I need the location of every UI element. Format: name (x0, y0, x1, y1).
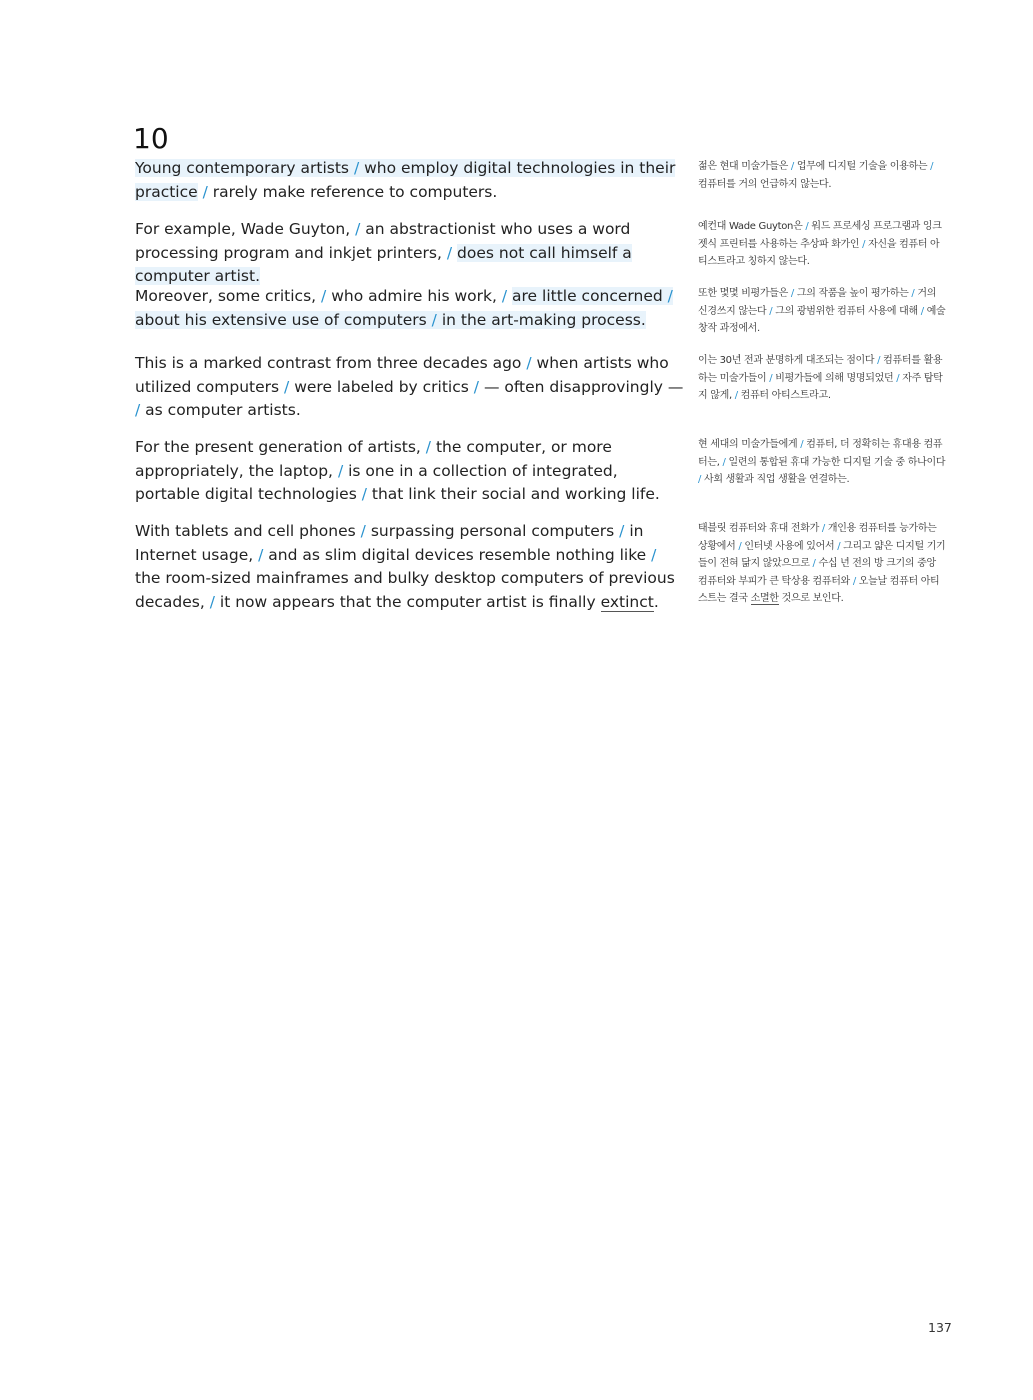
slash-divider: / (355, 220, 361, 238)
slash-divider: / (769, 305, 773, 317)
phrase: 이는 30년 전과 분명하게 대조되는 점이다 (698, 355, 875, 366)
slash-divider: / (911, 288, 915, 299)
slash-divider: / (837, 540, 841, 552)
phrase: 또한 몇몇 비평가들은 (698, 288, 788, 299)
phrase: — often disapprovingly — (483, 377, 684, 396)
phrase: 예술 창작 과정에서. (698, 305, 946, 334)
phrase: 컴퓨터, 더 정확히는 휴대용 컴퓨터는, (698, 439, 943, 468)
phrase: 그의 작품을 높이 평가하는 (796, 288, 909, 299)
phrase: an abstractionist who uses a word processing program and inkjet printers, (135, 220, 631, 262)
phrase: 젊은 현대 미술가들은 (698, 161, 788, 172)
slash-divider: / (734, 390, 738, 401)
slash-divider: / (135, 401, 141, 420)
phrase: that link their social and working life. (371, 485, 660, 504)
phrase: 워드 프로세싱 프로그램과 잉크젯식 프린터를 사용하는 추상파 화가인 (698, 221, 942, 250)
phrase: 것으로 보인다. (781, 593, 844, 604)
phrase: For the present generation of artists, (135, 438, 421, 456)
phrase: 업무에 디지털 기술을 이용하는 (796, 161, 928, 172)
phrase: 오늘날 컴퓨터 아티스트는 결국 (698, 575, 940, 604)
phrase: it now appears that the computer artist is finally (219, 592, 596, 611)
phrase: 그의 광범위한 컴퓨터 사용에 대해 (775, 305, 918, 317)
phrase: the room-sized mainframes and bulky desktop computers of previous decades, (135, 569, 675, 611)
phrase: in Internet usage, (135, 522, 644, 564)
phrase: Moreover, some critics, (135, 287, 317, 305)
english-sentence (135, 520, 685, 614)
korean-translation (698, 285, 948, 338)
slash-divider: / (619, 522, 625, 540)
slash-divider: / (896, 372, 900, 384)
slash-divider: / (805, 221, 809, 232)
slash-divider: / (800, 439, 804, 450)
slash-divider: / (812, 558, 816, 569)
phrase: are little concerned (512, 287, 663, 305)
slash-divider: / (526, 354, 532, 372)
slash-divider: / (698, 474, 702, 485)
slash-divider: / (790, 288, 794, 299)
phrase: For example, Wade Guyton, (135, 220, 351, 238)
phrase: as computer artists. (145, 401, 301, 420)
phrase: 그리고 얇은 디지털 기기들이 전혀 닮지 않았으므로 (698, 540, 946, 569)
phrase: . (653, 592, 659, 611)
phrase: 컴퓨터를 거의 언급하지 않는다. (698, 178, 832, 190)
phrase: in the art-making process. (441, 310, 646, 329)
phrase: 현 세대의 미술가들에게 (698, 439, 798, 450)
phrase: Young contemporary artists (135, 159, 349, 177)
slash-divider: / (852, 575, 856, 587)
phrase: about his extensive use of computers (135, 310, 427, 329)
slash-divider: / (651, 545, 657, 564)
korean-translation (698, 352, 948, 405)
english-sentence (135, 218, 685, 289)
phrase: who admire his work, (331, 287, 497, 305)
phrase: 자주 탐탁지 않게, (698, 372, 943, 401)
slash-divider: / (431, 310, 437, 329)
slash-divider: / (877, 355, 881, 366)
slash-divider: / (738, 540, 742, 552)
phrase: 일련의 통합된 휴대 가능한 디지털 기술 중 하나이다 (728, 456, 946, 468)
korean-translation (698, 158, 948, 193)
slash-divider: / (202, 182, 208, 201)
korean-translation (698, 436, 948, 489)
phrase: With tablets and cell phones (135, 522, 356, 540)
phrase: 컴퓨터 아티스트라고. (740, 390, 831, 401)
phrase: 자신을 컴퓨터 아티스트라고 칭하지 않는다. (698, 238, 940, 267)
phrase: 수십 년 전의 방 크기의 중앙 컴퓨터와 부피가 큰 탁상용 컴퓨터와 (698, 558, 936, 587)
slash-divider: / (361, 485, 367, 504)
english-sentence (135, 285, 685, 332)
phrase: 개인용 컴퓨터를 능가하는 상황에서 (698, 523, 937, 552)
slash-divider: / (425, 438, 432, 456)
underlined-word: extinct (600, 592, 654, 611)
slash-divider: / (360, 522, 366, 540)
slash-divider: / (790, 161, 794, 172)
phrase: 사회 생활과 직업 생활을 연결하는. (703, 474, 850, 485)
phrase: does not call himself a computer artist. (135, 243, 632, 286)
slash-divider: / (337, 461, 344, 480)
slash-divider: / (501, 287, 508, 305)
phrase: and as slim digital devices resemble nothing like (268, 545, 647, 564)
phrase: 비평가들에 의해 명명되었던 (775, 372, 894, 384)
phrase: is one in a collection of integrated, portable digital technologies (135, 461, 618, 504)
phrase: were labeled by critics (294, 377, 469, 396)
phrase: when artists who utilized computers (135, 354, 669, 396)
slash-divider: / (920, 305, 924, 317)
phrase: 거의 신경쓰지 않는다 (698, 288, 937, 317)
english-sentence (135, 352, 685, 423)
phrase: who employ digital technologies in their practice (135, 159, 676, 201)
slash-divider: / (209, 592, 215, 611)
slash-divider: / (667, 287, 673, 305)
phrase: 컴퓨터를 활용하는 미술가들이 (698, 355, 943, 384)
phrase: 인터넷 사용에 있어서 (744, 540, 835, 552)
korean-translation (698, 218, 948, 271)
slash-divider: / (258, 545, 264, 564)
slash-divider: / (321, 287, 327, 305)
phrase: rarely make reference to computers. (212, 182, 498, 201)
slash-divider: / (930, 161, 934, 172)
phrase: This is a marked contrast from three decades ago (135, 354, 522, 372)
korean-translation (698, 520, 948, 608)
slash-divider: / (473, 377, 479, 396)
slash-divider: / (862, 238, 866, 250)
slash-divider: / (446, 243, 453, 262)
problem-number: 10 (133, 122, 169, 155)
slash-divider: / (821, 523, 825, 534)
slash-divider: / (284, 377, 290, 396)
english-sentence (135, 436, 685, 507)
phrase: 예컨대 Wade Guyton은 (698, 221, 803, 232)
phrase: the computer, or more appropriately, the laptop, (135, 438, 612, 480)
phrase: 태블릿 컴퓨터와 휴대 전화가 (698, 523, 819, 534)
underlined-word: 소멸한 (750, 593, 779, 604)
page-number: 137 (928, 1320, 952, 1335)
english-sentence (135, 157, 685, 204)
phrase: surpassing personal computers (370, 522, 615, 540)
slash-divider: / (353, 159, 360, 177)
slash-divider: / (769, 372, 773, 384)
slash-divider: / (722, 456, 726, 468)
